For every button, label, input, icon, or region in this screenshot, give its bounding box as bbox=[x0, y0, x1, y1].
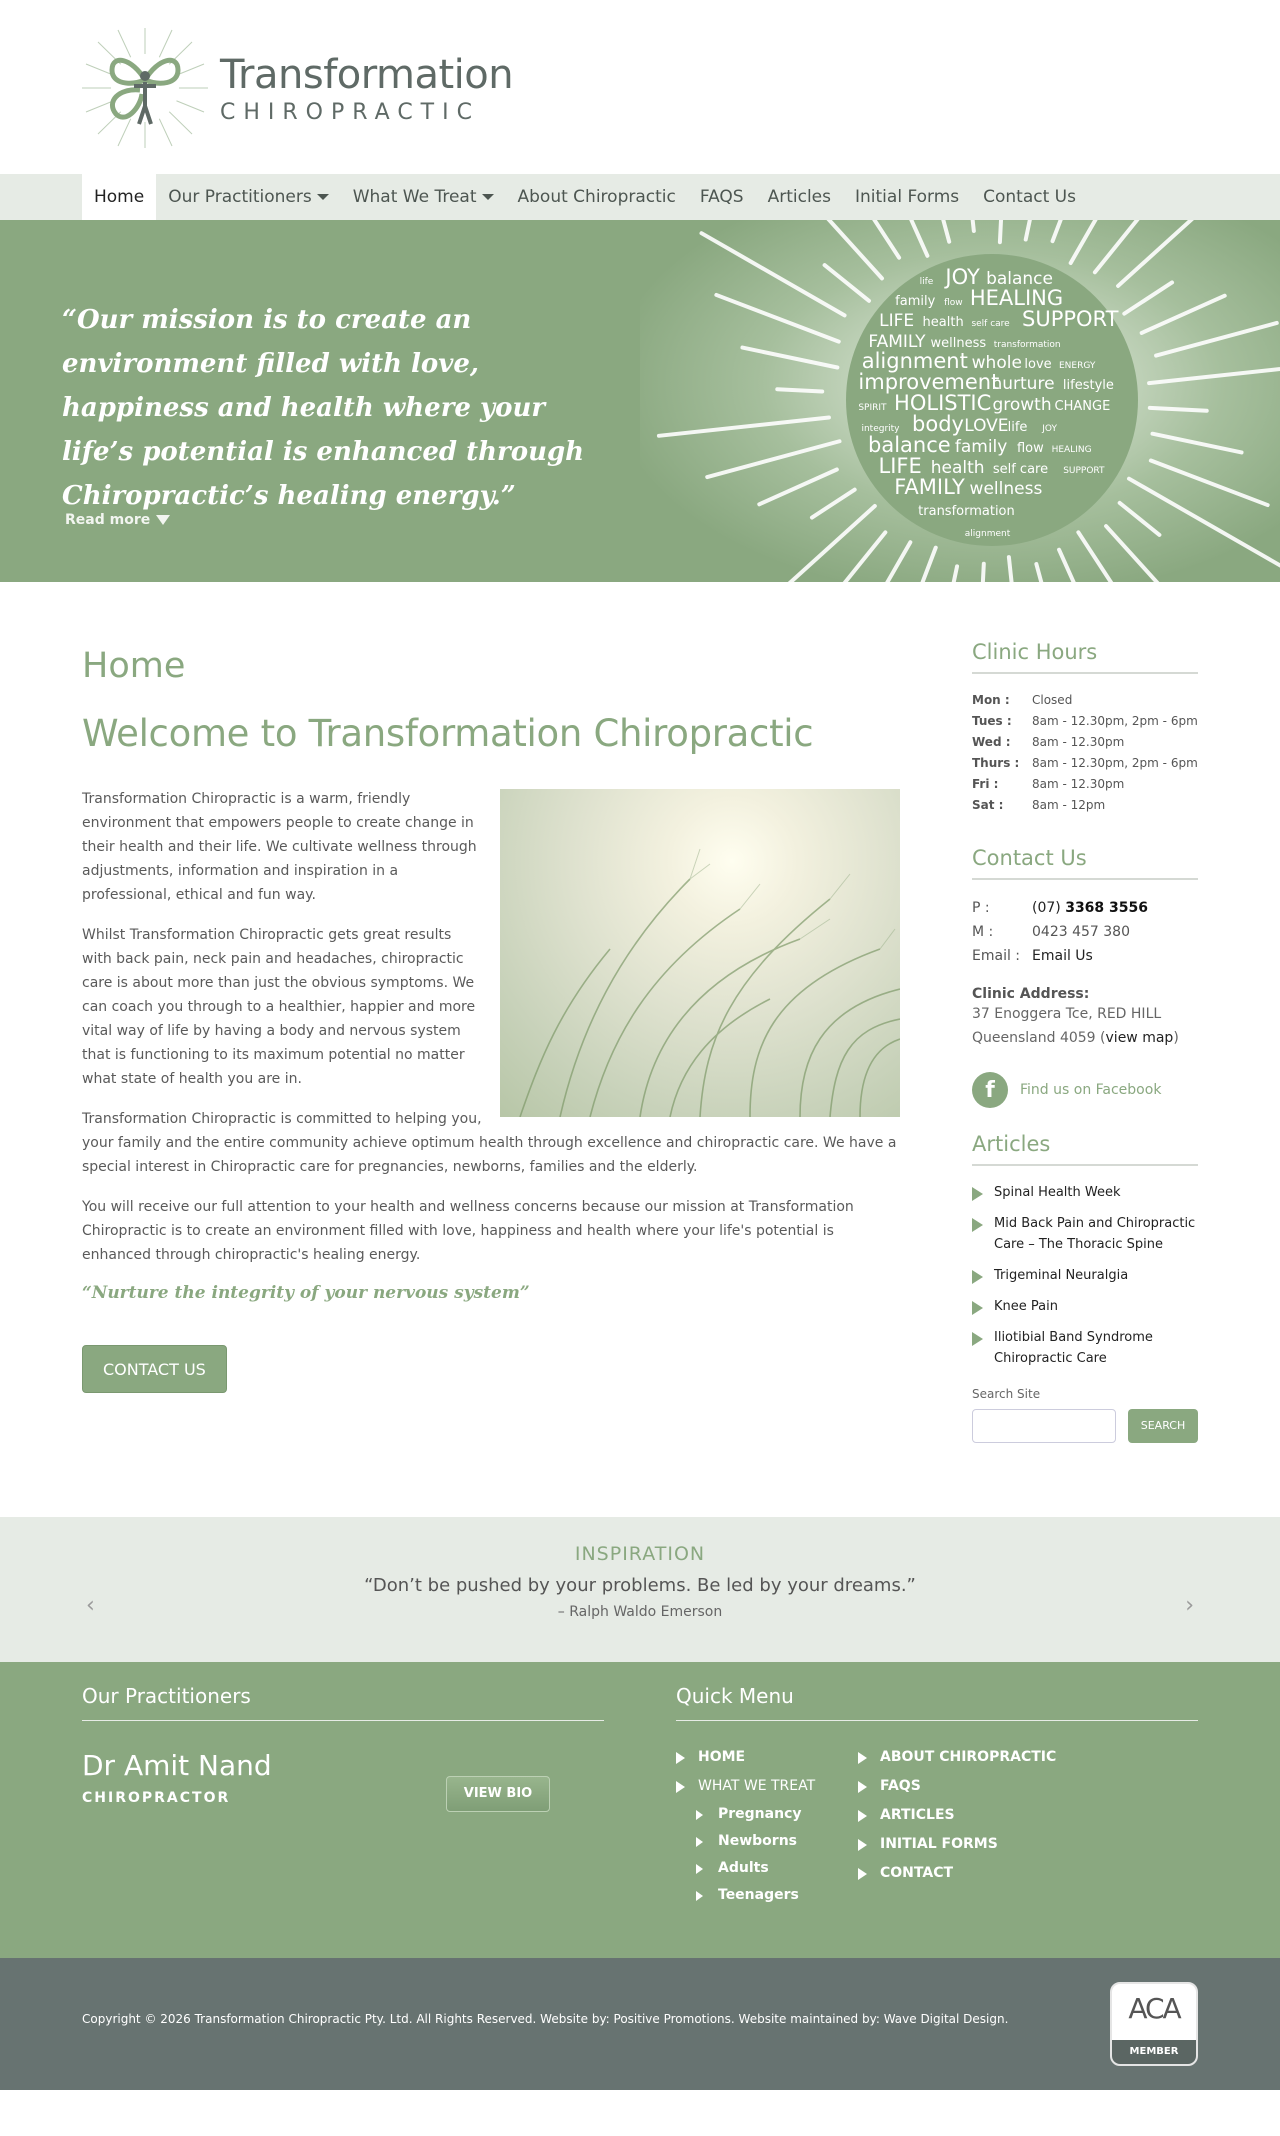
quick-menu-section bbox=[676, 1684, 1198, 1909]
aca-member-label: MEMBER bbox=[1112, 2040, 1196, 2064]
quick-menu-heading: Quick Menu bbox=[676, 1684, 1198, 1721]
hours-row bbox=[972, 753, 1198, 774]
word-cloud-word: health bbox=[930, 458, 985, 478]
quick-menu-newborns[interactable]: Newborns bbox=[696, 1828, 858, 1855]
quick-menu-col-2 bbox=[858, 1743, 1056, 1909]
word-cloud-word: life bbox=[1007, 420, 1028, 435]
word-cloud-word: integrity bbox=[861, 424, 900, 434]
email-us-link[interactable]: Email Us bbox=[1032, 948, 1093, 964]
site-logo[interactable] bbox=[82, 28, 513, 148]
hours-row bbox=[972, 711, 1198, 732]
nav-articles[interactable] bbox=[756, 174, 843, 220]
phone-label: P : bbox=[972, 900, 990, 916]
grass-sunlight-photo bbox=[500, 789, 900, 1117]
word-cloud-word: HOLISTIC bbox=[894, 391, 992, 415]
search-form bbox=[972, 1409, 1198, 1443]
inspiration-carousel bbox=[0, 1517, 1280, 1662]
phone-number: 3368 3556 bbox=[1065, 900, 1149, 916]
pull-quote: “Nurture the integrity of your nervous system” bbox=[82, 1283, 530, 1303]
word-cloud-word: HEALING bbox=[969, 286, 1064, 310]
nav-label: About Chiropractic bbox=[517, 187, 676, 207]
word-cloud-word: love bbox=[1024, 357, 1052, 372]
phone-area: (07) bbox=[1032, 900, 1061, 916]
paragraph: Transformation Chiropractic is committed to helping you, your family and the entire community achieve optimum health through excellence and chiropractic care. We have a special interest in Chiropractic care for pregnancies, newborns, families and the elderly. bbox=[82, 1111, 897, 1175]
nav-label: FAQS bbox=[699, 187, 744, 207]
hours-day: Mon : bbox=[972, 693, 1010, 707]
caret-down-icon bbox=[317, 194, 329, 200]
clinic-address-heading: Clinic Address: bbox=[972, 986, 1090, 1002]
word-cloud-word: nurture bbox=[991, 374, 1055, 394]
articles-heading: Articles bbox=[972, 1132, 1198, 1166]
hours-day: Tues : bbox=[972, 714, 1012, 728]
email-row bbox=[972, 944, 1198, 968]
inspiration-heading: INSPIRATION bbox=[574, 1543, 706, 1565]
word-cloud-word: alignment bbox=[964, 529, 1011, 539]
inspiration-quote: “Don’t be pushed by your problems. Be led by your dreams.” bbox=[364, 1575, 916, 1596]
word-cloud-word: growth bbox=[992, 395, 1052, 415]
article-link[interactable]: Mid Back Pain and Chiropractic Care – The Thoracic Spine bbox=[972, 1213, 1198, 1255]
page-title: Home bbox=[82, 646, 186, 686]
article-link[interactable]: Knee Pain bbox=[972, 1296, 1198, 1317]
word-cloud-word: family bbox=[954, 437, 1008, 457]
quick-menu-contact[interactable]: CONTACT bbox=[858, 1859, 1056, 1888]
search-button[interactable]: SEARCH bbox=[1128, 1409, 1198, 1443]
inspiration-author: – Ralph Waldo Emerson bbox=[557, 1604, 723, 1620]
nav-label: What We Treat bbox=[352, 187, 477, 207]
sunburst-ray bbox=[777, 389, 822, 391]
word-cloud-word: health bbox=[922, 315, 964, 330]
word-cloud-word: wellness bbox=[930, 336, 987, 351]
site-header bbox=[0, 0, 1280, 174]
search-label: Search Site bbox=[972, 1387, 1041, 1401]
facebook-label: Find us on Facebook bbox=[1020, 1082, 1162, 1098]
mobile-number: 0423 457 380 bbox=[1032, 924, 1130, 940]
sidebar bbox=[972, 640, 1198, 1443]
nav-label: Our Practitioners bbox=[168, 187, 312, 207]
read-more-link[interactable] bbox=[65, 512, 170, 528]
clover-person-logo-icon bbox=[82, 28, 208, 148]
hero-mission-quote: “Our mission is to create an environment filled with love, happiness and health where your life’s potential is enhanced through Chiropractic’s healing energy.” bbox=[62, 305, 585, 511]
hours-time: 8am - 12.30pm bbox=[1032, 777, 1125, 791]
word-cloud-word: CHANGE bbox=[1054, 399, 1111, 414]
nav-what-we-treat[interactable] bbox=[341, 174, 506, 220]
word-cloud-word: flow bbox=[1016, 441, 1044, 456]
hours-time: 8am - 12.30pm, 2pm - 6pm bbox=[1032, 756, 1198, 770]
nav-label: Articles bbox=[767, 187, 831, 207]
article-link[interactable]: Trigeminal Neuralgia bbox=[972, 1265, 1198, 1286]
aca-logo-icon: ACA bbox=[1128, 1992, 1180, 2025]
view-bio-button[interactable]: VIEW BIO bbox=[446, 1776, 550, 1812]
quick-menu-teenagers[interactable]: Teenagers bbox=[696, 1882, 858, 1909]
word-cloud-word: JOY bbox=[945, 265, 980, 289]
word-cloud-word: wellness bbox=[969, 479, 1043, 499]
word-cloud-word: FAMILY bbox=[868, 332, 926, 352]
search-input[interactable] bbox=[972, 1409, 1116, 1443]
practitioner-role: CHIROPRACTOR bbox=[82, 1790, 231, 1806]
hours-day: Wed : bbox=[972, 735, 1011, 749]
nav-label: Contact Us bbox=[983, 187, 1076, 207]
hours-time: Closed bbox=[1032, 693, 1073, 707]
quick-menu-adults[interactable]: Adults bbox=[696, 1855, 858, 1882]
hours-row bbox=[972, 690, 1198, 711]
word-cloud-word: self care bbox=[971, 319, 1010, 329]
quick-menu-faqs[interactable]: FAQS bbox=[858, 1772, 1056, 1801]
hero-banner bbox=[0, 220, 1280, 582]
quick-menu-about-chiropractic[interactable]: ABOUT CHIROPRACTIC bbox=[858, 1743, 1056, 1772]
word-cloud-word: LIFE bbox=[878, 454, 922, 478]
article-link[interactable]: Spinal Health Week bbox=[972, 1182, 1198, 1203]
word-cloud-word: FAMILY bbox=[894, 475, 965, 499]
hours-row bbox=[972, 795, 1198, 816]
logo-subtitle: CHIROPRACTIC bbox=[220, 99, 480, 125]
phone-row bbox=[972, 896, 1198, 920]
copyright-bar bbox=[0, 1958, 1280, 2090]
logo-title: Transformation bbox=[220, 51, 514, 98]
phone-link[interactable] bbox=[1032, 896, 1148, 920]
main-nav bbox=[0, 174, 1280, 220]
word-cloud-word: HEALING bbox=[1051, 445, 1092, 455]
word-cloud-word: family bbox=[895, 294, 936, 309]
clinic-hours-heading: Clinic Hours bbox=[972, 640, 1198, 674]
nav-our-practitioners[interactable] bbox=[156, 174, 341, 220]
word-cloud-word: balance bbox=[986, 269, 1054, 289]
word-cloud-sunburst-image bbox=[640, 220, 1280, 582]
welcome-heading: Welcome to Transformation Chiropractic bbox=[82, 712, 814, 755]
chevron-left-icon[interactable]: ‹ bbox=[86, 1593, 95, 1618]
footer bbox=[0, 1662, 1280, 1958]
articles-list bbox=[972, 1182, 1198, 1369]
nav-label: Home bbox=[94, 187, 145, 207]
mobile-label: M : bbox=[972, 924, 994, 940]
nav-home[interactable] bbox=[82, 174, 156, 220]
word-cloud-word: SUPPORT bbox=[1022, 307, 1119, 331]
hours-day: Thurs : bbox=[972, 756, 1020, 770]
nav-about-chiropractic[interactable] bbox=[506, 174, 688, 220]
hours-row bbox=[972, 732, 1198, 753]
word-cloud-word: flow bbox=[944, 298, 963, 308]
word-cloud-word: life bbox=[919, 277, 934, 287]
practitioners-heading: Our Practitioners bbox=[82, 1684, 604, 1721]
word-cloud-word: LIFE bbox=[879, 311, 915, 331]
quick-menu-home[interactable]: HOME bbox=[676, 1743, 858, 1772]
word-cloud-word: self care bbox=[992, 462, 1049, 477]
word-cloud-word: JOY bbox=[1042, 424, 1057, 434]
word-cloud-word: transformation bbox=[993, 340, 1061, 350]
word-cloud-word: balance bbox=[868, 433, 951, 457]
address-close: ) bbox=[1173, 1030, 1179, 1046]
quick-menu-col-1 bbox=[676, 1743, 858, 1909]
copyright-text: Copyright © 2026 Transformation Chiropractic Pty. Ltd. All Rights Reserved. Website by: Positive Promotions. Website maintained by: Wave Digital Design. bbox=[82, 2012, 1009, 2026]
contact-heading: Contact Us bbox=[972, 846, 1198, 880]
hours-time: 8am - 12.30pm bbox=[1032, 735, 1125, 749]
nav-label: Initial Forms bbox=[855, 187, 960, 207]
quick-menu-articles[interactable]: ARTICLES bbox=[858, 1801, 1056, 1830]
paragraph: Transformation Chiropractic is a warm, friendly environment that empowers people to create change in their health and their life. We cultivate wellness through adjustments, information and inspiration in a professional, ethical and fun way. bbox=[82, 791, 477, 903]
clinic-hours-list bbox=[972, 690, 1198, 816]
word-cloud-word: ENERGY bbox=[1059, 361, 1096, 371]
practitioners-section bbox=[82, 1684, 604, 1806]
nav-initial-forms[interactable] bbox=[843, 174, 971, 220]
chevron-right-icon[interactable]: › bbox=[1185, 1593, 1194, 1618]
quick-menu-pregnancy[interactable]: Pregnancy bbox=[696, 1801, 858, 1828]
facebook-link[interactable] bbox=[972, 1072, 1198, 1108]
word-cloud-word: SPIRIT bbox=[858, 403, 887, 413]
word-cloud-word: lifestyle bbox=[1062, 378, 1114, 393]
paragraph: You will receive our full attention to your health and wellness concerns because our mission at Transformation Chiropractic is to create an environment filled with love, happiness and health where your life's potential is enhanced through chiropractic's healing energy. bbox=[82, 1199, 854, 1263]
article-link[interactable]: Iliotibial Band Syndrome Chiropractic Care bbox=[972, 1327, 1198, 1369]
word-cloud-word: whole bbox=[971, 353, 1022, 373]
nav-contact-us[interactable] bbox=[971, 174, 1088, 220]
address-line-2: Queensland 4059 ( bbox=[972, 1030, 1106, 1046]
word-cloud-word: body bbox=[912, 412, 964, 436]
view-map-link[interactable]: view map bbox=[1105, 1030, 1174, 1046]
practitioner-name: Dr Amit Nand bbox=[82, 1749, 272, 1782]
word-cloud-word: transformation bbox=[918, 504, 1015, 519]
word-cloud-word: alignment bbox=[861, 349, 968, 373]
quick-menu-initial-forms[interactable]: INITIAL FORMS bbox=[858, 1830, 1056, 1859]
read-more-label: Read more bbox=[65, 512, 151, 528]
word-cloud-word: SUPPORT bbox=[1063, 466, 1105, 476]
sunburst-ray bbox=[1150, 408, 1207, 411]
quick-menu-what-we-treat[interactable]: WHAT WE TREAT bbox=[676, 1772, 858, 1801]
grass-illustration bbox=[500, 789, 900, 1117]
nav-faqs[interactable] bbox=[688, 174, 756, 220]
funnel-icon bbox=[156, 515, 170, 525]
hours-day: Fri : bbox=[972, 777, 999, 791]
caret-down-icon bbox=[482, 194, 494, 200]
hours-row bbox=[972, 774, 1198, 795]
email-label: Email : bbox=[972, 948, 1021, 964]
clinic-address bbox=[972, 1002, 1198, 1050]
contact-us-button[interactable]: CONTACT US bbox=[82, 1345, 227, 1393]
word-cloud-word: LOVE bbox=[964, 416, 1009, 436]
address-line-1: 37 Enoggera Tce, RED HILL bbox=[972, 1006, 1162, 1022]
aca-member-badge[interactable] bbox=[1110, 1982, 1198, 2066]
facebook-icon: f bbox=[972, 1072, 1008, 1108]
hours-time: 8am - 12pm bbox=[1032, 798, 1106, 812]
hours-time: 8am - 12.30pm, 2pm - 6pm bbox=[1032, 714, 1198, 728]
hours-day: Sat : bbox=[972, 798, 1004, 812]
main-content bbox=[82, 640, 900, 1443]
paragraph: Whilst Transformation Chiropractic gets great results with back pain, neck pain and headaches, chiropractic care is about more than just the obvious symptoms. We can coach you through to a healthier, happier and more vital way of life by having a body and nervous system that is functioning to its maximum potential no matter what state of health you are in. bbox=[82, 927, 476, 1087]
word-cloud-word: improvement bbox=[858, 370, 1000, 394]
mobile-row bbox=[972, 920, 1198, 944]
